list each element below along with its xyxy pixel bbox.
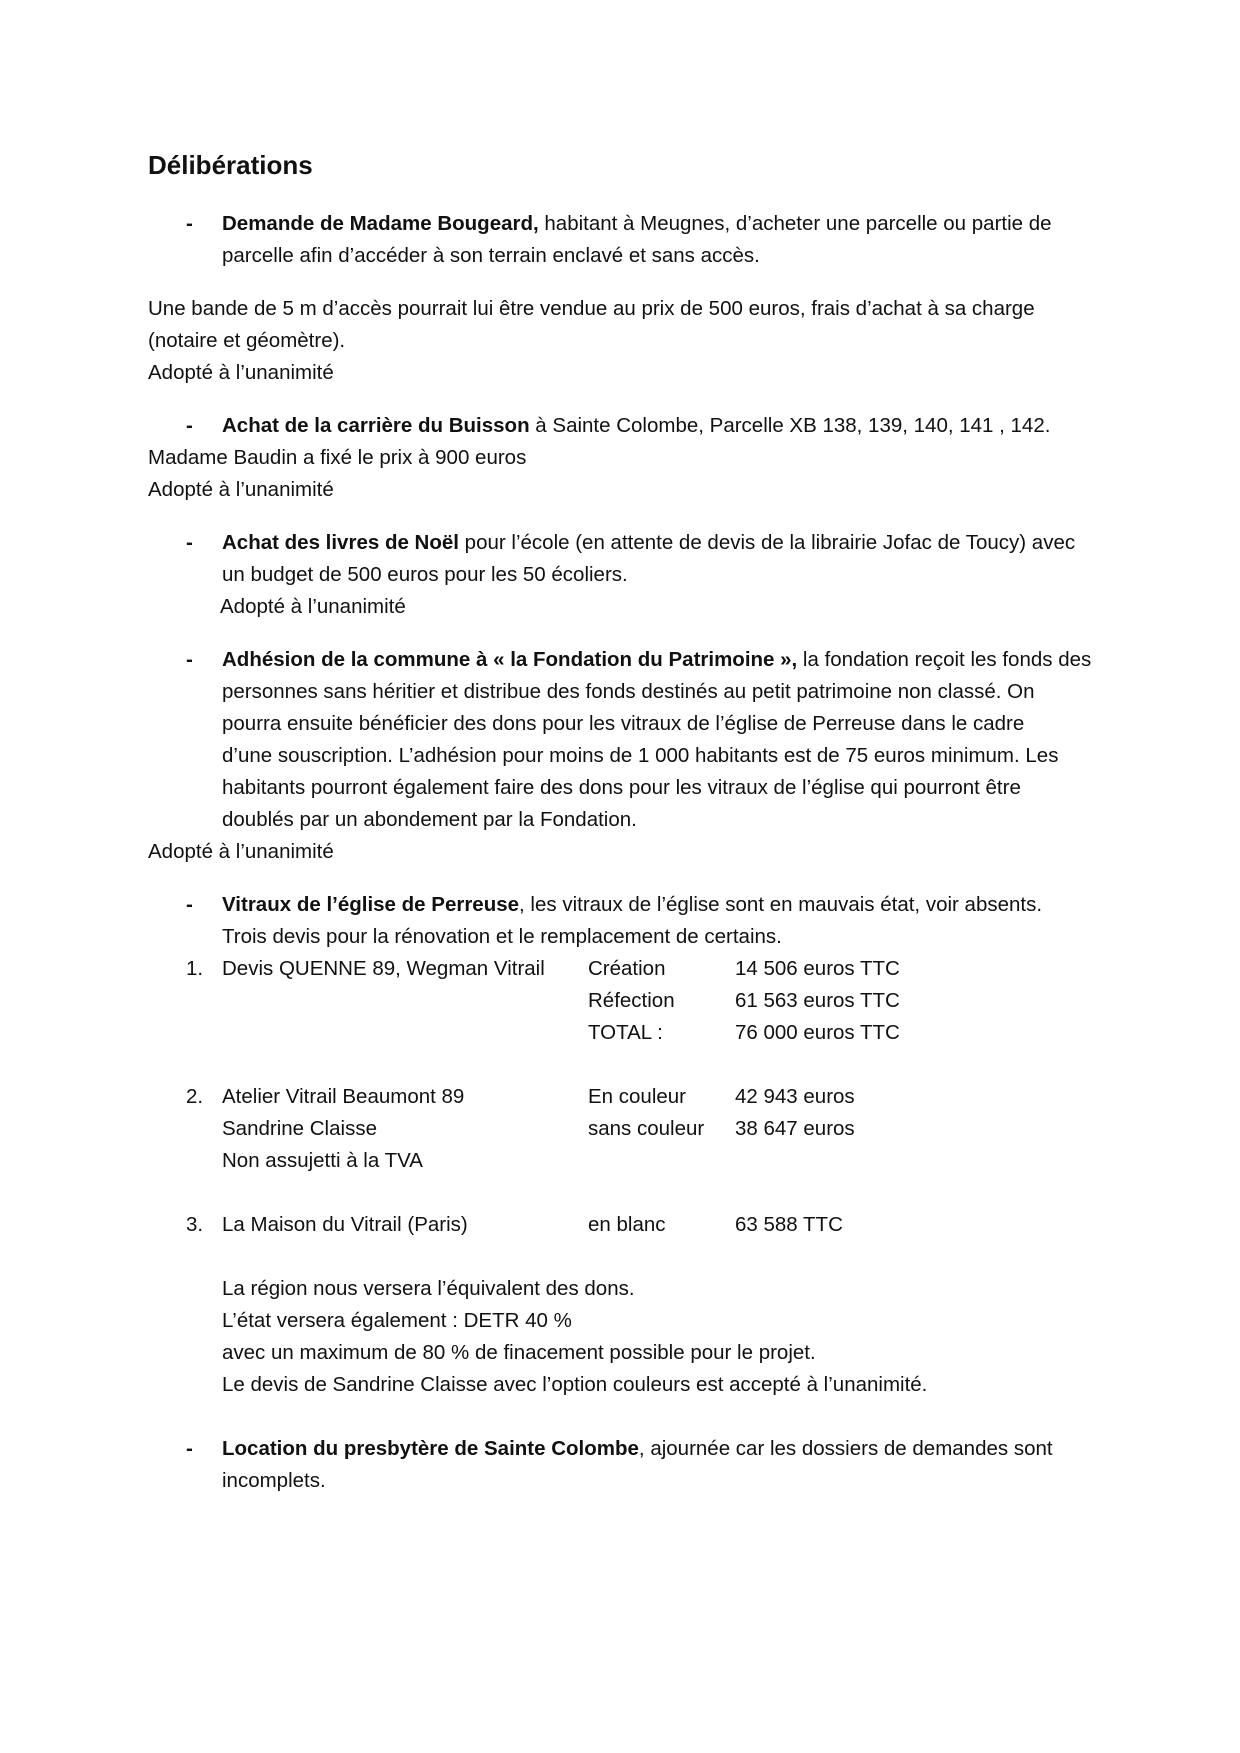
bullet-dash: - xyxy=(186,212,193,235)
devis-value: 14 506 euros TTC xyxy=(735,957,900,980)
devis-value: 61 563 euros TTC xyxy=(735,989,900,1012)
item-presbytere-line2: incomplets. xyxy=(222,1469,326,1492)
paragraph-bande-line2: (notaire et géomètre). xyxy=(148,329,346,352)
adopted-note: Adopté à l’unanimité xyxy=(148,840,334,863)
devis-name: Non assujetti à la TVA xyxy=(222,1149,423,1172)
bullet-dash: - xyxy=(186,893,193,916)
item-fondation-line6: doublés par un abondement par la Fondation. xyxy=(222,808,637,831)
item-livres-text: pour l’école (en attente de devis de la librairie Jofac de Toucy) avec xyxy=(458,531,1076,554)
item-fondation-heading: Adhésion de la commune à « la Fondation du Patrimoine », xyxy=(222,648,798,671)
financing-note: La région nous versera l’équivalent des dons. xyxy=(222,1277,635,1300)
item-livres-line2: un budget de 500 euros pour les 50 écoliers. xyxy=(222,563,628,586)
devis-label: Création xyxy=(588,957,666,980)
devis-label: En couleur xyxy=(588,1085,687,1108)
bullet-dash: - xyxy=(186,648,193,671)
item-livres-heading: Achat des livres de Noël xyxy=(222,531,459,554)
item-bougeard-line1 xyxy=(222,212,1052,236)
page-title: Délibérations xyxy=(148,150,313,180)
financing-note: Le devis de Sandrine Claisse avec l’option couleurs est accepté à l’unanimité. xyxy=(222,1373,928,1396)
devis-name: La Maison du Vitrail (Paris) xyxy=(222,1213,468,1236)
item-fondation-text: la fondation reçoit les fonds des xyxy=(797,648,1092,671)
devis-label: sans couleur xyxy=(588,1117,705,1140)
item-presbytere-text: , ajournée car les dossiers de demandes sont xyxy=(638,1437,1053,1460)
item-bougeard-line2: parcelle afin d’accéder à son terrain enclavé et sans accès. xyxy=(222,244,760,267)
devis-label: en blanc xyxy=(588,1213,666,1236)
item-bougeard-heading: Demande de Madame Bougeard, xyxy=(222,212,539,235)
financing-note: L’état versera également : DETR 40 % xyxy=(222,1309,572,1332)
bullet-dash: - xyxy=(186,414,193,437)
item-vitraux-line2: Trois devis pour la rénovation et le remplacement de certains. xyxy=(222,925,782,948)
item-fondation-line2: personnes sans héritier et distribue des fonds destinés au petit patrimoine non classé. On xyxy=(222,680,1035,703)
devis-number: 2. xyxy=(186,1085,204,1108)
adopted-note: Adopté à l’unanimité xyxy=(220,595,406,618)
devis-name: Atelier Vitrail Beaumont 89 xyxy=(222,1085,465,1108)
devis-value: 38 647 euros xyxy=(735,1117,855,1140)
financing-note: avec un maximum de 80 % de finacement possible pour le projet. xyxy=(222,1341,816,1364)
item-bougeard-text: habitant à Meugnes, d’acheter une parcelle ou partie de xyxy=(538,212,1052,235)
devis-value: 63 588 TTC xyxy=(735,1213,843,1236)
devis-value: 76 000 euros TTC xyxy=(735,1021,900,1044)
item-carriere-line1 xyxy=(222,414,1050,438)
bullet-dash: - xyxy=(186,1437,193,1460)
devis-value: 42 943 euros xyxy=(735,1085,855,1108)
item-carriere-text: à Sainte Colombe, Parcelle XB 138, 139, 140, 141 , 142. xyxy=(529,414,1051,437)
devis-label: Réfection xyxy=(588,989,675,1012)
item-livres-line1 xyxy=(222,531,1075,555)
item-fondation-line4: d’une souscription. L’adhésion pour moins de 1 000 habitants est de 75 euros minimum. Les xyxy=(222,744,1059,767)
item-fondation-line1 xyxy=(222,648,1091,672)
item-vitraux-heading: Vitraux de l’église de Perreuse xyxy=(222,893,520,916)
item-carriere-heading: Achat de la carrière du Buisson xyxy=(222,414,530,437)
devis-number: 3. xyxy=(186,1213,204,1236)
item-carriere-line2: Madame Baudin a fixé le prix à 900 euros xyxy=(148,446,527,469)
adopted-note: Adopté à l’unanimité xyxy=(148,361,334,384)
item-fondation-line5: habitants pourront également faire des dons pour les vitraux de l’église qui pourront être xyxy=(222,776,1021,799)
adopted-note: Adopté à l’unanimité xyxy=(148,478,334,501)
devis-name: Sandrine Claisse xyxy=(222,1117,377,1140)
item-vitraux-line1 xyxy=(222,893,1042,917)
item-vitraux-text: , les vitraux de l’église sont en mauvais état, voir absents. xyxy=(519,893,1043,916)
devis-label: TOTAL : xyxy=(588,1021,663,1044)
devis-number: 1. xyxy=(186,957,204,980)
bullet-dash: - xyxy=(186,531,193,554)
paragraph-bande-line1: Une bande de 5 m d’accès pourrait lui être vendue au prix de 500 euros, frais d’achat à sa charge xyxy=(148,297,1035,320)
devis-name: Devis QUENNE 89, Wegman Vitrail xyxy=(222,957,545,980)
item-presbytere-heading: Location du presbytère de Sainte Colombe xyxy=(222,1437,639,1460)
item-presbytere-line1 xyxy=(222,1437,1053,1461)
item-fondation-line3: pourra ensuite bénéficier des dons pour les vitraux de l’église de Perreuse dans le cadre xyxy=(222,712,1025,735)
